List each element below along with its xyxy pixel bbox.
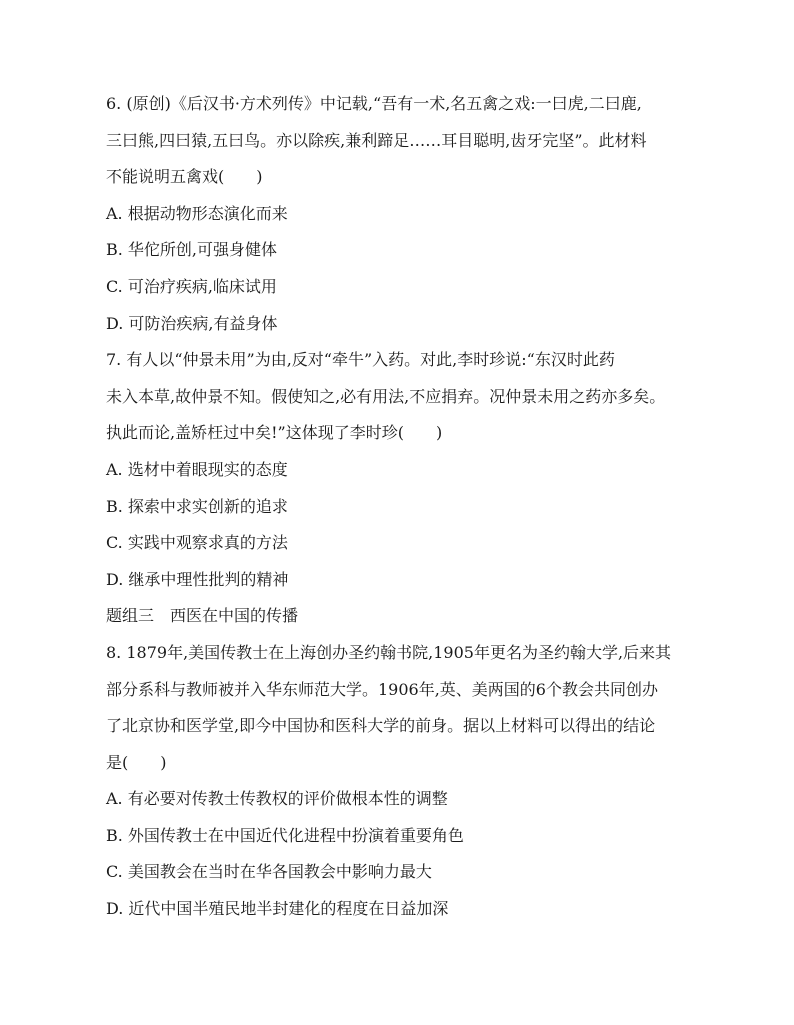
question-7-option-b: B. 探索中求实创新的追求 [106,496,288,516]
question-7-option-c: C. 实践中观察求真的方法 [106,533,288,553]
question-6-stem-line-2: 三曰熊,四曰猿,五曰鸟。亦以除疾,兼利蹄足……耳目聪明,齿牙完坚”。此材料 [106,130,647,150]
question-7-option-d: D. 继承中理性批判的精神 [106,569,289,589]
question-6-option-a: A. 根据动物形态演化而来 [106,203,288,223]
question-7-stem-line-3: 执此而论,盖矫枉过中矣!”这体现了李时珍( ) [106,423,443,443]
question-8-option-b: B. 外国传教士在中国近代化进程中扮演着重要角色 [106,825,464,845]
question-6-option-b: B. 华佗所创,可强身健体 [106,240,278,260]
question-6-option-c: C. 可治疗疾病,临床试用 [106,276,277,296]
question-6 [106,86,726,342]
question-8-stem-line-2: 部分系科与教师被并入华东师范大学。1906年,英、美两国的6个教会共同创办 [106,679,658,699]
question-7-stem-line-1: 7. 有人以“仲景未用”为由,反对“牵牛”入药。对此,李时珍说:“东汉时此药 [106,350,615,370]
question-8-option-d: D. 近代中国半殖民地半封建化的程度在日益加深 [106,899,449,919]
question-6-option-d: D. 可防治疾病,有益身体 [106,313,278,333]
section-heading: 题组三 西医在中国的传播 [106,606,299,626]
question-7-stem-line-2: 未入本草,故仲景不知。假使知之,必有用法,不应捐弃。况仲景未用之药亦多矣。 [106,386,666,406]
question-6-stem-line-3: 不能说明五禽戏( ) [106,167,263,187]
question-7 [106,342,726,598]
question-7-option-a: A. 选材中着眼现实的态度 [106,459,288,479]
question-8-option-a: A. 有必要对传教士传教权的评价做根本性的调整 [106,789,448,809]
question-8-stem-line-3: 了北京协和医学堂,即今中国协和医科大学的前身。据以上材料可以得出的结论 [106,716,656,736]
question-6-stem-line-1: 6. (原创)《后汉书·方术列传》中记载,“吾有一术,名五禽之戏:一曰虎,二曰鹿, [106,94,642,113]
question-8-stem-line-1: 8. 1879年,美国传教士在上海创办圣约翰书院,1905年更名为圣约翰大学,后来其 [106,642,672,662]
question-8-option-c: C. 美国教会在当时在华各国教会中影响力最大 [106,862,432,882]
document-page [106,86,726,928]
question-8 [106,635,726,928]
question-8-stem-line-4: 是( ) [106,752,167,772]
